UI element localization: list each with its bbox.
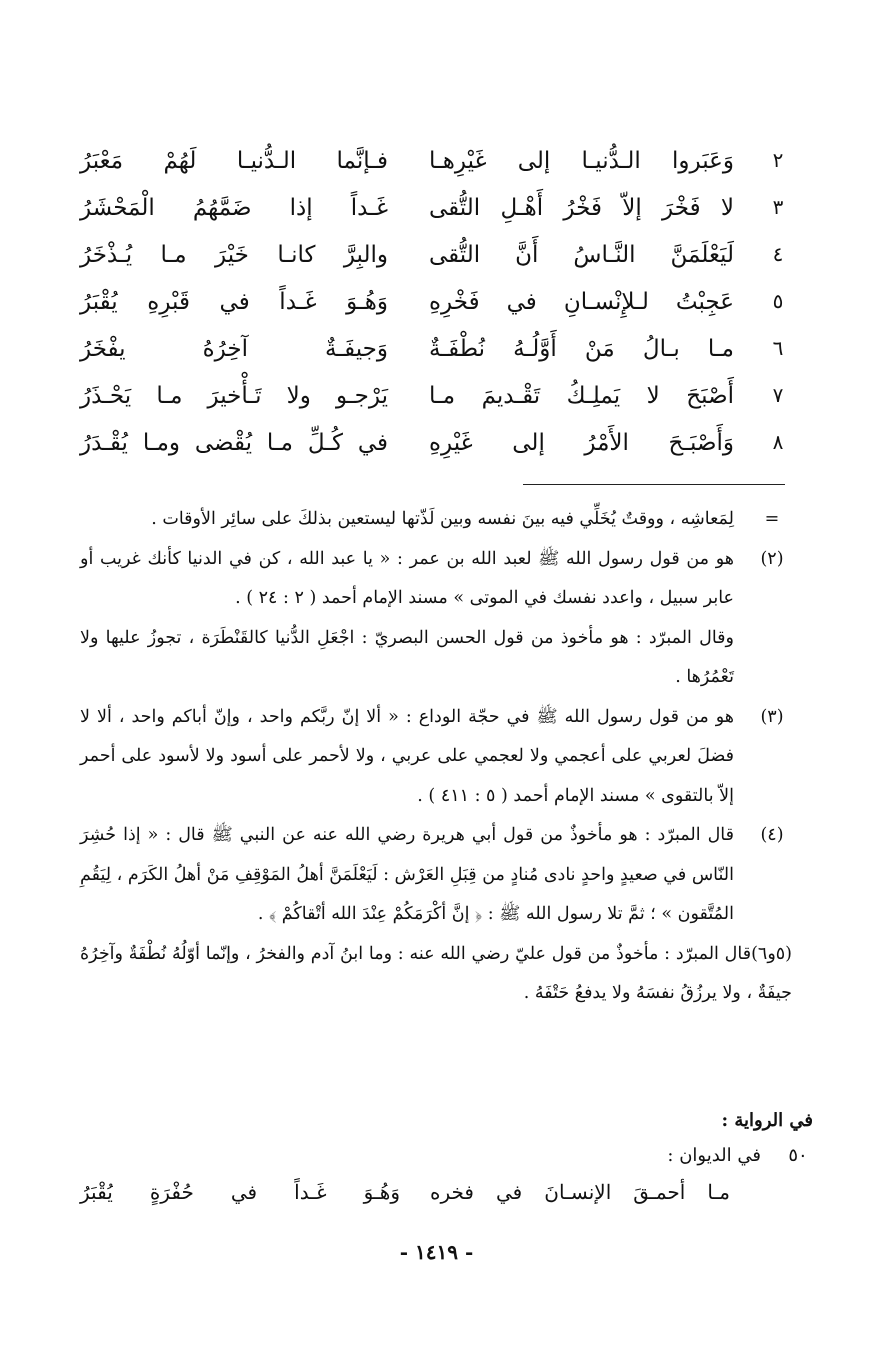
- second-hemistich: وَجيفَـةٌ آخِرُهُ يفْخَرُ: [80, 336, 388, 362]
- variant-number: ٥٠: [788, 1145, 808, 1166]
- first-hemistich: مـا أحمـقَ الإنسـانَ في فخره: [430, 1180, 730, 1204]
- footnote-text: هو من قول رسول الله ﷺ في حجّة الوداع : « ألا إنّ ربَّكم واحد ، وإنّ أباكم واحد ، ألا لا فضلَ لعربي على أعجمي ولا لعجمي على عربي ، ولا لأحمر على أسود ولا لأسود على أحمر إلاّ بالتقوى » مسند الإمام أحمد ( ٥ : ٤١١ ) .: [80, 706, 734, 806]
- first-hemistich: مـا بـالُ مَنْ أَوَّلُـهُ نُطْفَـةٌ: [429, 336, 734, 362]
- verse: [80, 140, 790, 187]
- first-hemistich: وَأَصْبَـحَ الأَمْرُ إلى غَيْرِهِ: [429, 430, 734, 456]
- first-hemistich: عَجِبْتُ لـلإِنْسـانِ في فَخْرِهِ: [429, 289, 734, 315]
- poem: [80, 140, 790, 469]
- second-hemistich: يَرْجـو ولا تَـأْخيرَ مـا يَحْـذَرُ: [80, 383, 388, 409]
- footnote-text: هو من قول رسول الله ﷺ لعبد الله بن عمر : « يا عبد الله ، كن في الدنيا كأنك غريب أو عابر سبيل ، واعدد نفسك في الموتى » مسند الإمام أحمد ( ٢ : ٢٤ ) .: [80, 548, 734, 608]
- verse: [80, 375, 790, 422]
- footnote-mark: =: [764, 509, 780, 529]
- first-hemistich: وَعَبَروا الـدُّنيـا إلى غَيْرِهـا: [429, 148, 734, 174]
- verse-number: ٣: [772, 195, 784, 219]
- verse: [80, 328, 790, 375]
- verse-number: ٥: [772, 289, 784, 313]
- second-hemistich: في كُـلِّ مـا يُقْضى ومـا يُقْـدَرُ: [80, 430, 388, 456]
- second-hemistich: وَهُـوَ غَـداً في قَبْرِهِ يُقْبَرُ: [80, 289, 388, 315]
- footnote-4: [80, 816, 792, 935]
- footnote-mark: (٤): [760, 825, 784, 845]
- footnote-3: [80, 698, 792, 817]
- verse: [80, 187, 790, 234]
- page-number: - ١٤١٩ -: [399, 1240, 474, 1264]
- footnote-text: قال المبرّد : هو مأخوذٌ من قول أبي هريرة رضي الله عنه عن النبي ﷺ قال : « إذا حُشِرَ النّاس في صعيدٍ واحدٍ نادى مُنادٍ من قِبَلِ العَرْش : لَيَعْلَمَنَّ أهلُ المَوْقِفِ مَنْ أهلُ الكَرَم ، لِيَقُمِ المُتَّقون » ؛ ثمَّ تلا رسول الله ﷺ : ﴿ إنَّ أكْرَمَكُمْ عِنْدَ الله أتْقاكُمْ ﴾ .: [79, 825, 734, 924]
- footnote-divider: [523, 484, 785, 485]
- variants-heading: في الرواية :: [721, 1110, 813, 1131]
- footnotes: [80, 500, 792, 1014]
- verse-number: ٧: [772, 383, 784, 407]
- verse-number: ٦: [772, 336, 784, 360]
- variant-source: في الديوان :: [667, 1145, 761, 1166]
- footnote-continuation: [80, 500, 792, 540]
- second-hemistich: غَـداً إذا ضَمَّهُمُ الْمَحْشَرُ: [80, 195, 388, 221]
- footnote-2: [80, 540, 792, 698]
- verse: [80, 422, 790, 469]
- verse-number: ٢: [772, 148, 784, 172]
- footnote-text: لِمَعاشِه ، ووقتٌ يُخَلِّي فيه بينَ نفسه وبين لَذّتها ليستعين بذلكَ على سائِر الأوقات .: [151, 509, 734, 529]
- second-hemistich: والبِرَّ كانـا خَيْرَ مـا يُـذْخَرُ: [80, 242, 388, 268]
- footnote-mark: (٥و٦): [751, 943, 792, 964]
- second-hemistich: فـإنَّما الـدُّنيـا لَهُمْ مَعْبَرُ: [80, 148, 388, 174]
- first-hemistich: أَصْبَحَ لا يَملِـكُ تَقْـديمَ مـا: [429, 383, 734, 409]
- footnote-5-6: [80, 935, 792, 1014]
- first-hemistich: لا فَخْرَ إلاّ فَخْرُ أَهْـلِ التُّقى: [429, 195, 734, 221]
- footnote-text: وقال المبرّد : هو مأخوذ من قول الحسن البصريّ : اجْعَلِ الدُّنيا كالقَنْطَرَة ، تجوزُ عليها ولا تَعْمُرُها .: [80, 627, 734, 687]
- first-hemistich: لَيَعْلَمَنَّ النَّـاسُ أَنَّ التُّقى: [429, 242, 734, 268]
- verse-number: ٨: [772, 430, 784, 454]
- variant-verse: [80, 1180, 730, 1220]
- footnote-text: قال المبرّد : مأخوذٌ من قول عليّ رضي الله عنه : وما ابنُ آدم والفخرُ ، وإنّما أوّلُهُ نُطْفَةٌ وآخِرُهُ جيفَةٌ ، ولا يرزُقُ نفسَهُ ولا يدفعُ حَتْفَهُ .: [80, 943, 792, 1003]
- footnote-mark: (٢): [760, 548, 784, 569]
- verse: [80, 281, 790, 328]
- second-hemistich: وَهُـوَ غَـداً في حُفْرَةٍ يُقْبَرُ: [80, 1180, 400, 1204]
- verse: [80, 234, 790, 281]
- verse-number: ٤: [772, 242, 784, 266]
- footnote-mark: (٣): [760, 706, 784, 727]
